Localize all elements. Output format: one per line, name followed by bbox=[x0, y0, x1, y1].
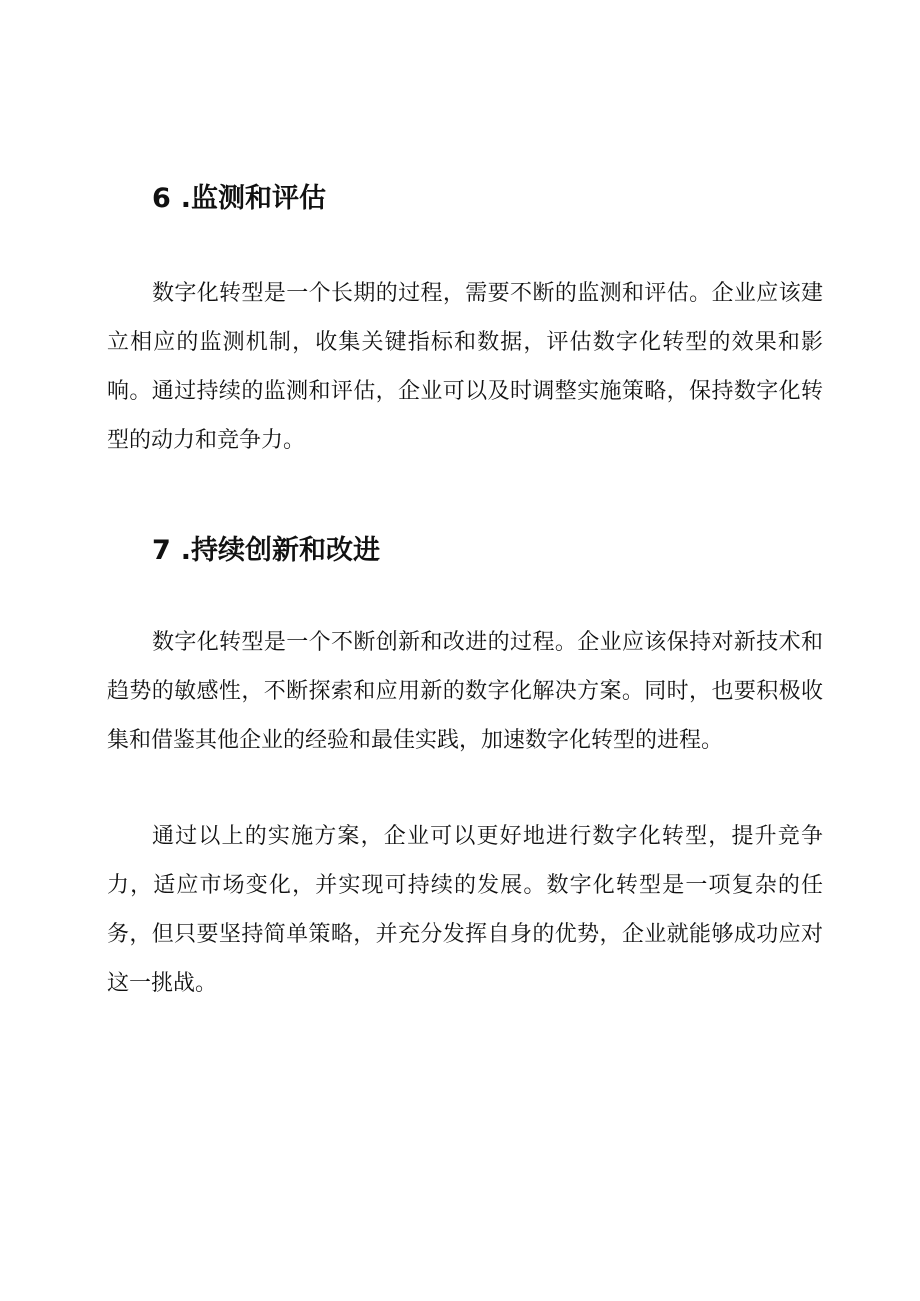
section-title: .持续创新和改进 bbox=[180, 535, 381, 566]
section-title: .监测和评估 bbox=[180, 183, 327, 214]
section-heading bbox=[152, 176, 326, 215]
section-paragraph: 数字化转型是一个长期的过程，需要不断的监测和评估。企业应该建立相应的监测机制，收集关键指标和数据，评估数字化转型的效果和影响。通过持续的监测和评估，企业可以及时调整实施策略，保持数字化转型的动力和竞争力。 bbox=[107, 281, 823, 453]
section-number: 6 bbox=[152, 183, 171, 214]
section-paragraph: 数字化转型是一个不断创新和改进的过程。企业应该保持对新技术和趋势的敏感性，不断探索和应用新的数字化解决方案。同时，也要积极收集和借鉴其他企业的经验和最佳实践，加速数字化转型的进程。 bbox=[107, 630, 823, 753]
section-heading bbox=[152, 528, 380, 567]
section-number: 7 bbox=[152, 535, 171, 566]
conclusion-paragraph: 通过以上的实施方案，企业可以更好地进行数字化转型，提升竞争力，适应市场变化，并实现可持续的发展。数字化转型是一项复杂的任务，但只要坚持简单策略，并充分发挥自身的优势，企业就能够成功应对这一挑战。 bbox=[107, 824, 823, 996]
